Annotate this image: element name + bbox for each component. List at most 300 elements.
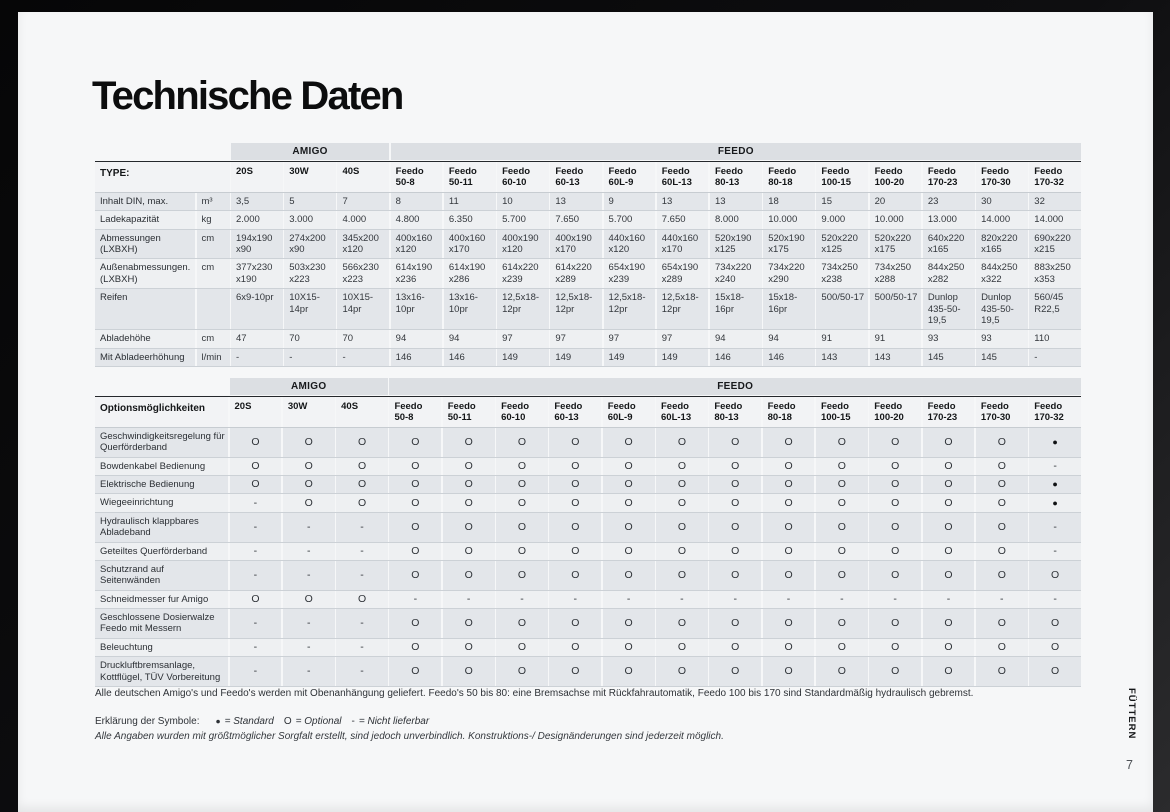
value-cell: 520x220 x125 <box>816 230 868 259</box>
value-cell: 440x160 x170 <box>657 230 709 259</box>
value-cell: 14.000 <box>976 211 1028 228</box>
option-cell: ● <box>1029 428 1081 457</box>
row-label: Druckluftbremsanlage, Kottflügel, TÜV Vorbereitung <box>95 657 228 686</box>
table-row <box>95 458 1081 476</box>
value-cell: 149 <box>497 349 549 366</box>
option-cell: O <box>976 513 1028 542</box>
option-cell: - <box>1029 543 1081 560</box>
unit-cell: cm <box>197 259 230 288</box>
legend-item <box>352 716 430 727</box>
option-cell: - <box>709 591 761 608</box>
option-cell: O <box>976 428 1028 457</box>
option-cell: O <box>763 513 815 542</box>
option-cell: O <box>549 561 601 590</box>
value-cell: 500/50-17 <box>816 289 868 329</box>
value-cell: 10X15-14pr <box>284 289 336 329</box>
value-cell: 7 <box>337 193 389 210</box>
option-cell: O <box>763 428 815 457</box>
value-cell: 11 <box>444 193 496 210</box>
column-header: Feedo 170-30 <box>976 162 1028 192</box>
table-row <box>95 211 1081 229</box>
option-cell: - <box>230 543 282 560</box>
option-cell: O <box>603 639 655 656</box>
option-cell: O <box>923 513 975 542</box>
option-cell: O <box>549 543 601 560</box>
table-row <box>95 513 1081 543</box>
value-cell: 734x220 x240 <box>710 259 762 288</box>
option-cell: O <box>816 657 868 686</box>
table-row <box>95 543 1081 561</box>
value-cell: 345x200 x120 <box>337 230 389 259</box>
option-cell: O <box>496 609 548 638</box>
value-cell: 23 <box>923 193 975 210</box>
value-cell: 640x220 x165 <box>923 230 975 259</box>
option-cell: - <box>283 609 335 638</box>
option-cell: O <box>1029 561 1081 590</box>
option-cell: O <box>443 561 495 590</box>
option-cell: O <box>603 561 655 590</box>
option-cell: O <box>283 591 335 608</box>
value-cell: 94 <box>763 330 815 347</box>
option-cell: O <box>603 476 655 493</box>
row-label: Beleuchtung <box>95 639 228 656</box>
option-cell: O <box>976 494 1028 511</box>
option-cell: O <box>923 458 975 475</box>
option-cell: - <box>923 591 975 608</box>
option-cell: O <box>389 458 441 475</box>
unit-cell: kg <box>197 211 230 228</box>
value-cell: 149 <box>550 349 602 366</box>
column-header: Feedo 60-13 <box>550 162 602 192</box>
value-cell: 690x220 x215 <box>1029 230 1081 259</box>
option-cell: O <box>976 657 1028 686</box>
table-row <box>95 494 1081 512</box>
column-header: Feedo 60-10 <box>496 397 548 427</box>
value-cell: 6x9-10pr <box>231 289 283 329</box>
value-cell: 12,5x18- 12pr <box>657 289 709 329</box>
value-cell: 7.650 <box>550 211 602 228</box>
row-label: Elektrische Bedienung <box>95 476 228 493</box>
option-cell: O <box>230 458 282 475</box>
unit-cell: cm <box>197 330 230 347</box>
value-cell: Dunlop 435-50- 19,5 <box>923 289 975 329</box>
option-cell: O <box>816 609 868 638</box>
value-cell: 3.000 <box>284 211 336 228</box>
table-group-row <box>95 378 1081 395</box>
value-cell: 9.000 <box>816 211 868 228</box>
row-label: Inhalt DIN, max. <box>95 193 195 210</box>
value-cell: 10 <box>497 193 549 210</box>
option-cell: O <box>336 476 388 493</box>
option-cell: O <box>549 494 601 511</box>
value-cell: 20 <box>870 193 922 210</box>
value-cell: 13 <box>710 193 762 210</box>
option-cell: O <box>923 639 975 656</box>
option-cell: O <box>496 458 548 475</box>
column-header: Feedo 100-15 <box>816 162 868 192</box>
column-header: Feedo 60L-13 <box>656 397 708 427</box>
option-cell: O <box>656 609 708 638</box>
value-cell: 15 <box>816 193 868 210</box>
option-cell: O <box>336 428 388 457</box>
option-cell: - <box>763 591 815 608</box>
row-label: Abladehöhe <box>95 330 195 347</box>
table-header-row <box>95 161 1081 193</box>
row-label: Bowdenkabel Bedienung <box>95 458 228 475</box>
value-cell: 820x220 x165 <box>976 230 1028 259</box>
value-cell: 12,5x18- 12pr <box>604 289 656 329</box>
value-cell: 520x190 x125 <box>710 230 762 259</box>
value-cell: 143 <box>816 349 868 366</box>
option-cell: O <box>656 494 708 511</box>
value-cell: 7.650 <box>657 211 709 228</box>
group-spacer <box>95 143 230 160</box>
column-header: 20S <box>230 397 282 427</box>
page-title: Technische Daten <box>92 74 403 118</box>
table-row <box>95 609 1081 639</box>
option-cell: O <box>496 657 548 686</box>
option-cell: O <box>549 513 601 542</box>
option-cell: O <box>976 609 1028 638</box>
value-cell: 8.000 <box>710 211 762 228</box>
group-header-feedo: FEEDO <box>389 378 1081 395</box>
value-cell: 93 <box>923 330 975 347</box>
option-cell: - <box>230 561 282 590</box>
value-cell: 614x190 x286 <box>444 259 496 288</box>
option-cell: O <box>496 494 548 511</box>
row-label: Wiegeeinrichtung <box>95 494 228 511</box>
option-cell: - <box>230 639 282 656</box>
value-cell: 614x220 x239 <box>497 259 549 288</box>
column-header: Feedo 80-18 <box>763 397 815 427</box>
column-header: Feedo 50-11 <box>444 162 496 192</box>
column-header: 20S <box>231 162 283 192</box>
value-cell: 2.000 <box>231 211 283 228</box>
table-row <box>95 428 1081 458</box>
option-cell: O <box>1029 639 1081 656</box>
option-cell: O <box>1029 609 1081 638</box>
option-cell: - <box>336 609 388 638</box>
option-cell: O <box>603 494 655 511</box>
value-cell: 400x160 x120 <box>391 230 443 259</box>
option-cell: O <box>389 513 441 542</box>
value-cell: 5.700 <box>604 211 656 228</box>
option-cell: - <box>1029 591 1081 608</box>
option-cell: - <box>336 513 388 542</box>
option-cell: O <box>709 458 761 475</box>
option-cell: O <box>603 458 655 475</box>
value-cell: 10X15-14pr <box>337 289 389 329</box>
value-cell: 94 <box>710 330 762 347</box>
option-cell: O <box>763 657 815 686</box>
value-cell: - <box>231 349 283 366</box>
option-cell: O <box>763 458 815 475</box>
option-cell: - <box>603 591 655 608</box>
value-cell: 70 <box>284 330 336 347</box>
unit-cell <box>197 289 230 329</box>
value-cell: 400x190 x120 <box>497 230 549 259</box>
option-cell: O <box>816 561 868 590</box>
option-cell: O <box>656 428 708 457</box>
option-cell: O <box>709 609 761 638</box>
option-cell: O <box>709 657 761 686</box>
group-header-feedo: FEEDO <box>391 143 1081 160</box>
column-header: Feedo 60L-9 <box>604 162 656 192</box>
row-label: Schutzrand auf Seitenwänden <box>95 561 228 590</box>
option-cell: O <box>443 639 495 656</box>
option-cell: O <box>923 561 975 590</box>
table-row <box>95 289 1081 330</box>
option-cell: O <box>549 639 601 656</box>
value-cell: 13x16-10pr <box>391 289 443 329</box>
value-cell: 30 <box>976 193 1028 210</box>
row-label: Geschlossene Dosierwalze Feedo mit Messern <box>95 609 228 638</box>
option-cell: O <box>869 458 921 475</box>
option-cell: O <box>923 428 975 457</box>
value-cell: 4.800 <box>391 211 443 228</box>
spec-table <box>95 143 1081 367</box>
option-cell: O <box>869 476 921 493</box>
option-cell: O <box>923 657 975 686</box>
table-row <box>95 639 1081 657</box>
value-cell: 146 <box>763 349 815 366</box>
option-cell: O <box>976 639 1028 656</box>
legend-meaning: = Standard <box>224 716 274 727</box>
option-cell: O <box>603 513 655 542</box>
table-row <box>95 657 1081 687</box>
value-cell: 94 <box>391 330 443 347</box>
option-cell: - <box>283 639 335 656</box>
value-cell: 32 <box>1029 193 1081 210</box>
option-cell: - <box>443 591 495 608</box>
option-cell: O <box>763 543 815 560</box>
option-cell: O <box>816 513 868 542</box>
value-cell: 146 <box>444 349 496 366</box>
corner-label: Optionsmöglichkeiten <box>95 397 228 427</box>
option-cell: O <box>496 513 548 542</box>
column-header: 30W <box>283 397 335 427</box>
option-cell: O <box>443 513 495 542</box>
column-header: Feedo 50-8 <box>391 162 443 192</box>
option-cell: ● <box>1029 476 1081 493</box>
option-cell: O <box>869 513 921 542</box>
value-cell: 654x190 x239 <box>604 259 656 288</box>
option-cell: - <box>283 657 335 686</box>
option-cell: O <box>816 476 868 493</box>
value-cell: 560/45 R22,5 <box>1029 289 1081 329</box>
value-cell: 503x230 x223 <box>284 259 336 288</box>
brochure-page <box>18 12 1153 812</box>
option-cell: O <box>230 476 282 493</box>
column-header: 40S <box>336 397 388 427</box>
symbol-legend <box>95 716 429 727</box>
row-label: Hydraulisch klappbares Abladeband <box>95 513 228 542</box>
option-cell: O <box>709 561 761 590</box>
option-cell: O <box>389 639 441 656</box>
option-cell: O <box>496 476 548 493</box>
value-cell: 5.700 <box>497 211 549 228</box>
option-cell: O <box>283 458 335 475</box>
option-cell: O <box>230 428 282 457</box>
option-cell: O <box>816 494 868 511</box>
group-header-amigo: AMIGO <box>230 378 388 395</box>
value-cell: 520x220 x175 <box>870 230 922 259</box>
option-cell: O <box>656 543 708 560</box>
value-cell: - <box>284 349 336 366</box>
option-cell: O <box>1029 657 1081 686</box>
value-cell: 194x190 x90 <box>231 230 283 259</box>
legend-title: Erklärung der Symbole: <box>95 716 200 727</box>
column-header: Feedo 50-11 <box>443 397 495 427</box>
value-cell: 149 <box>604 349 656 366</box>
column-header: Feedo 170-32 <box>1029 397 1081 427</box>
option-cell: ● <box>1029 494 1081 511</box>
option-cell: O <box>923 543 975 560</box>
value-cell: 10.000 <box>763 211 815 228</box>
value-cell: 6.350 <box>444 211 496 228</box>
option-cell: O <box>763 494 815 511</box>
option-cell: O <box>869 639 921 656</box>
option-cell: O <box>763 561 815 590</box>
value-cell: - <box>337 349 389 366</box>
column-header: Feedo 80-18 <box>763 162 815 192</box>
option-cell: O <box>389 428 441 457</box>
option-cell: O <box>389 543 441 560</box>
table-header-row <box>95 396 1081 428</box>
option-cell: O <box>869 561 921 590</box>
option-cell: O <box>709 639 761 656</box>
row-label: Schneidmesser fur Amigo <box>95 591 228 608</box>
option-cell: - <box>283 561 335 590</box>
option-cell: O <box>336 494 388 511</box>
value-cell: 110 <box>1029 330 1081 347</box>
value-cell: 91 <box>870 330 922 347</box>
option-cell: O <box>549 458 601 475</box>
option-cell: O <box>976 561 1028 590</box>
option-cell: O <box>709 494 761 511</box>
option-cell: O <box>816 458 868 475</box>
value-cell: 10.000 <box>870 211 922 228</box>
legend-symbol: - <box>351 716 355 727</box>
table-group-row <box>95 143 1081 160</box>
table-row <box>95 193 1081 211</box>
row-label: Außenabmessungen. (LXBXH) <box>95 259 195 288</box>
option-cell: O <box>869 609 921 638</box>
legend-symbol: ● <box>215 716 221 726</box>
option-cell: - <box>283 543 335 560</box>
delivery-note: Alle deutschen Amigo's und Feedo's werden mit Obenanhängung geliefert. Feedo's 50 bis 80: eine Bremsachse mit Rückfahrautomatik, Feedo 100 bis 170 sind Standardmäßig hydraulisch gebremst. <box>95 688 974 699</box>
value-cell: 377x230 x190 <box>231 259 283 288</box>
legend-item <box>216 716 274 727</box>
value-cell: 500/50-17 <box>870 289 922 329</box>
value-cell: 654x190 x289 <box>657 259 709 288</box>
option-cell: - <box>816 591 868 608</box>
legend-symbol: O <box>283 716 292 727</box>
option-cell: O <box>869 494 921 511</box>
value-cell: 274x200 x90 <box>284 230 336 259</box>
option-cell: - <box>869 591 921 608</box>
option-cell: O <box>656 513 708 542</box>
value-cell: 97 <box>497 330 549 347</box>
row-label: Mit Abladeerhöhung <box>95 349 195 366</box>
value-cell: 13 <box>657 193 709 210</box>
value-cell: 400x160 x170 <box>444 230 496 259</box>
option-cell: O <box>816 543 868 560</box>
table-row <box>95 259 1081 289</box>
value-cell: Dunlop 435-50- 19,5 <box>976 289 1028 329</box>
option-cell: O <box>709 543 761 560</box>
option-cell: O <box>496 639 548 656</box>
option-cell: - <box>336 657 388 686</box>
option-cell: O <box>389 476 441 493</box>
option-cell: O <box>443 543 495 560</box>
column-header: Feedo 80-13 <box>710 162 762 192</box>
option-cell: O <box>443 476 495 493</box>
value-cell: 97 <box>657 330 709 347</box>
option-cell: O <box>709 513 761 542</box>
row-label: Abmessungen (LXBXH) <box>95 230 195 259</box>
unit-cell: cm <box>197 230 230 259</box>
value-cell: 566x230 x223 <box>337 259 389 288</box>
option-cell: O <box>603 609 655 638</box>
option-cell: O <box>816 639 868 656</box>
row-label: Reifen <box>95 289 195 329</box>
value-cell: 9 <box>604 193 656 210</box>
table-row <box>95 591 1081 609</box>
column-header: Feedo 60-13 <box>549 397 601 427</box>
option-cell: O <box>549 657 601 686</box>
column-header: 30W <box>284 162 336 192</box>
option-cell: - <box>230 609 282 638</box>
column-header: Feedo 60-10 <box>497 162 549 192</box>
option-cell: - <box>389 591 441 608</box>
option-cell: - <box>656 591 708 608</box>
option-cell: O <box>656 458 708 475</box>
unit-cell: l/min <box>197 349 230 366</box>
column-header: 40S <box>337 162 389 192</box>
option-cell: O <box>923 494 975 511</box>
option-cell: O <box>496 561 548 590</box>
value-cell: 5 <box>284 193 336 210</box>
value-cell: 97 <box>604 330 656 347</box>
value-cell: 8 <box>391 193 443 210</box>
option-cell: O <box>763 609 815 638</box>
value-cell: 844x250 x282 <box>923 259 975 288</box>
option-cell: - <box>230 657 282 686</box>
option-cell: O <box>923 476 975 493</box>
value-cell: 146 <box>391 349 443 366</box>
option-cell: O <box>709 428 761 457</box>
option-cell: - <box>1029 513 1081 542</box>
column-header: Feedo 60L-13 <box>657 162 709 192</box>
option-cell: O <box>816 428 868 457</box>
option-cell: O <box>443 609 495 638</box>
option-cell: O <box>656 657 708 686</box>
value-cell: 440x160 x120 <box>604 230 656 259</box>
value-cell: 12,5x18- 12pr <box>497 289 549 329</box>
value-cell: 94 <box>444 330 496 347</box>
column-header: Feedo 100-20 <box>870 162 922 192</box>
value-cell: 97 <box>550 330 602 347</box>
value-cell: 15x18-16pr <box>763 289 815 329</box>
value-cell: 4.000 <box>337 211 389 228</box>
section-label-vertical: FÜTTERN <box>1126 688 1137 740</box>
option-cell: O <box>869 657 921 686</box>
option-cell: O <box>230 591 282 608</box>
option-cell: O <box>549 428 601 457</box>
column-header: Feedo 50-8 <box>389 397 441 427</box>
page-number: 7 <box>1126 758 1133 772</box>
